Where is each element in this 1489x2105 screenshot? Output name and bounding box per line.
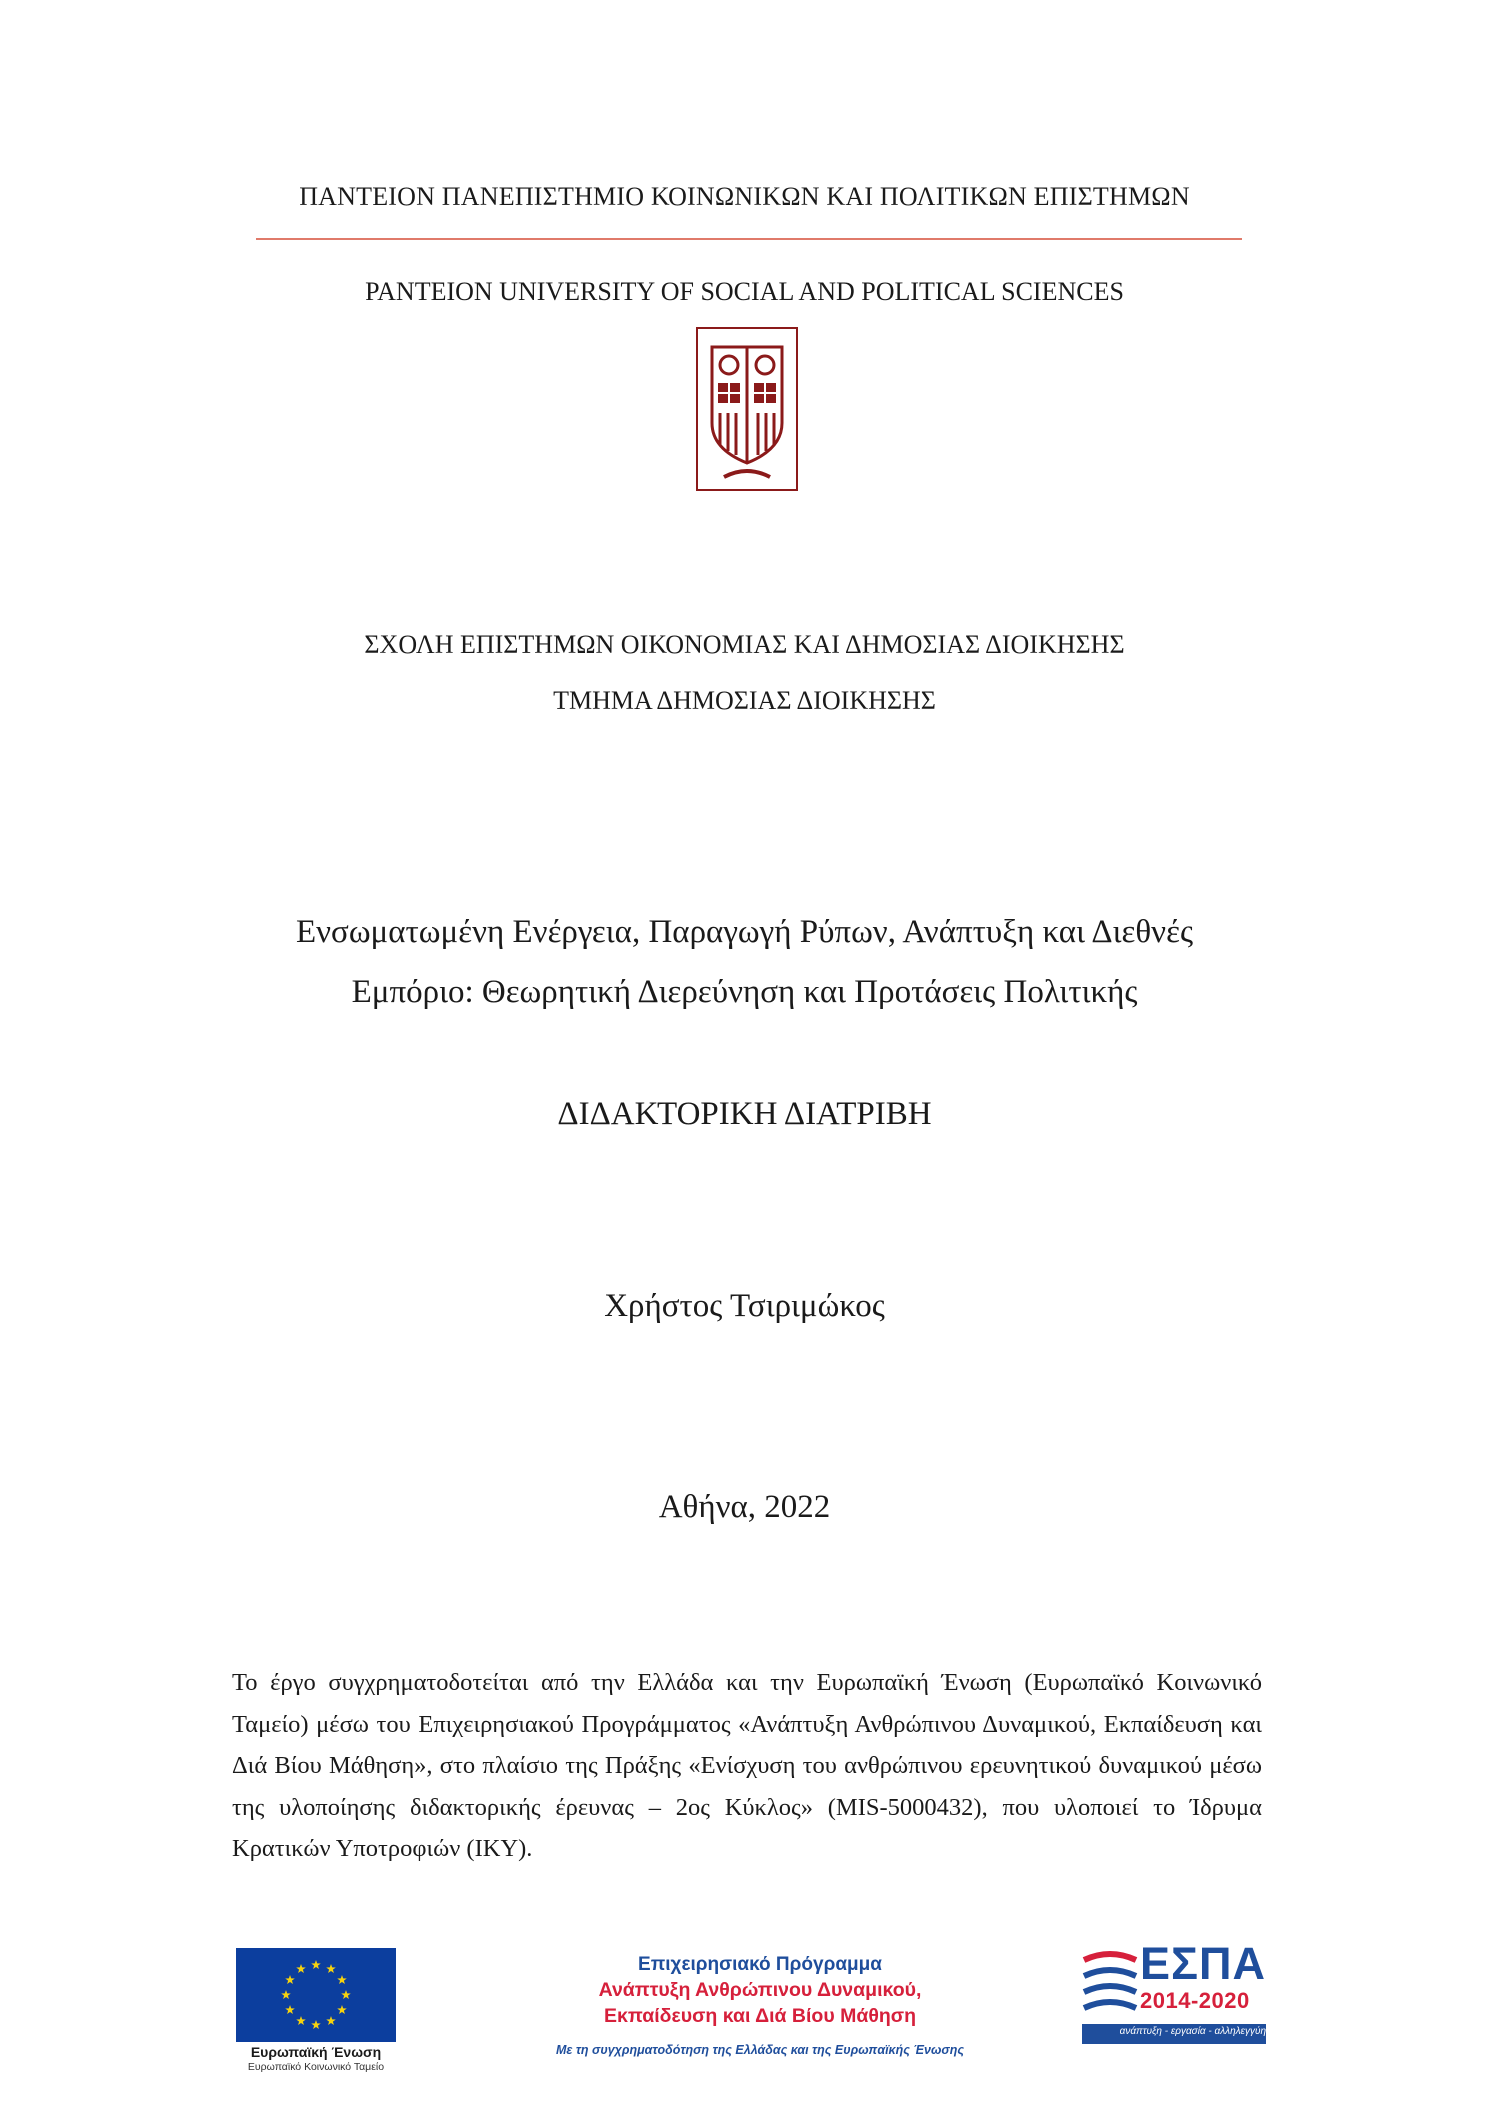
- document-type: ΔΙΔΑΚΤΟΡΙΚΗ ΔΙΑΤΡΙΒΗ: [557, 1096, 932, 1132]
- place-and-date: Αθήνα, 2022: [658, 1489, 831, 1525]
- eu-logo: [236, 1948, 396, 2072]
- eu-subtitle: Ευρωπαϊκό Κοινωνικό Ταμείο: [247, 2061, 385, 2073]
- operational-programme-logo: [500, 1952, 1020, 2057]
- espa-wordmark: ΕΣΠΑ: [1140, 1938, 1267, 1989]
- funding-statement: Το έργο συγχρηματοδοτείται από την Ελλάδα και την Ευρωπαϊκή Ένωση (Ευρωπαϊκό Κοινωνικό Ταμείο) μέσω του Επιχειρησιακού Προγράμματος «Ανάπτυξη Ανθρώπινου Δυναμικού, Εκπαίδευση και Διά Βίου Μάθηση», στο πλαίσιο της Πράξης «Ενίσχυση του ανθρώπινου ερευνητικού δυναμικού μέσω της υλοποίησης διδακτορικής έρευνας – 2ος Κύκλος» (MIS-5000432), που υλοποιεί το Ίδρυμα Κρατικών Υποτροφιών (ΙΚΥ).: [232, 1669, 1262, 1862]
- eu-name: Ευρωπαϊκή Ένωση: [250, 2044, 382, 2060]
- author-name: Χρήστος Τσιριμώκος: [604, 1288, 885, 1324]
- school-name: ΣΧΟΛΗ ΕΠΙΣΤΗΜΩΝ ΟΙΚΟΝΟΜΙΑΣ ΚΑΙ ΔΗΜΟΣΙΑΣ ΔΙΟΙΚΗΣΗΣ: [364, 630, 1125, 659]
- header-divider: [256, 238, 1242, 240]
- department-name: ΤΜΗΜΑ ΔΗΜΟΣΙΑΣ ΔΙΟΙΚΗΣΗΣ: [553, 686, 936, 715]
- espa-logo: [1082, 1940, 1266, 2060]
- thesis-title-line-1: Ενσωματωμένη Ενέργεια, Παραγωγή Ρύπων, Ανάπτυξη και Διεθνές: [295, 914, 1194, 950]
- espa-tagline: ανάπτυξη - εργασία - αλληλεγγύη: [1119, 2026, 1266, 2037]
- eu-flag-icon: [236, 1948, 396, 2042]
- university-name-greek: ΠΑΝΤΕΙΟΝ ΠΑΝΕΠΙΣΤΗΜΙΟ ΚΟΙΝΩΝΙΚΩΝ ΚΑΙ ΠΟΛΙΤΙΚΩΝ ΕΠΙΣΤΗΜΩΝ: [299, 182, 1190, 211]
- programme-label: Επιχειρησιακό Πρόγραμμα: [638, 1954, 882, 1975]
- espa-logo-icon: [1082, 1946, 1138, 2016]
- university-crest-icon: [696, 327, 798, 491]
- programme-name-line-1: Ανάπτυξη Ανθρώπινου Δυναμικού,: [598, 1979, 922, 2001]
- espa-years: 2014-2020: [1140, 1988, 1250, 2013]
- programme-name-line-2: Εκπαίδευση και Διά Βίου Μάθηση: [603, 2005, 917, 2027]
- thesis-title-line-2: Εμπόριο: Θεωρητική Διερεύνηση και Προτάσεις Πολιτικής: [351, 974, 1138, 1010]
- university-name-english: PANTEION UNIVERSITY OF SOCIAL AND POLITICAL SCIENCES: [365, 277, 1124, 306]
- cofunding-note: Με τη συγχρηματοδότηση της Ελλάδας και της Ευρωπαϊκής Ένωσης: [555, 2043, 965, 2057]
